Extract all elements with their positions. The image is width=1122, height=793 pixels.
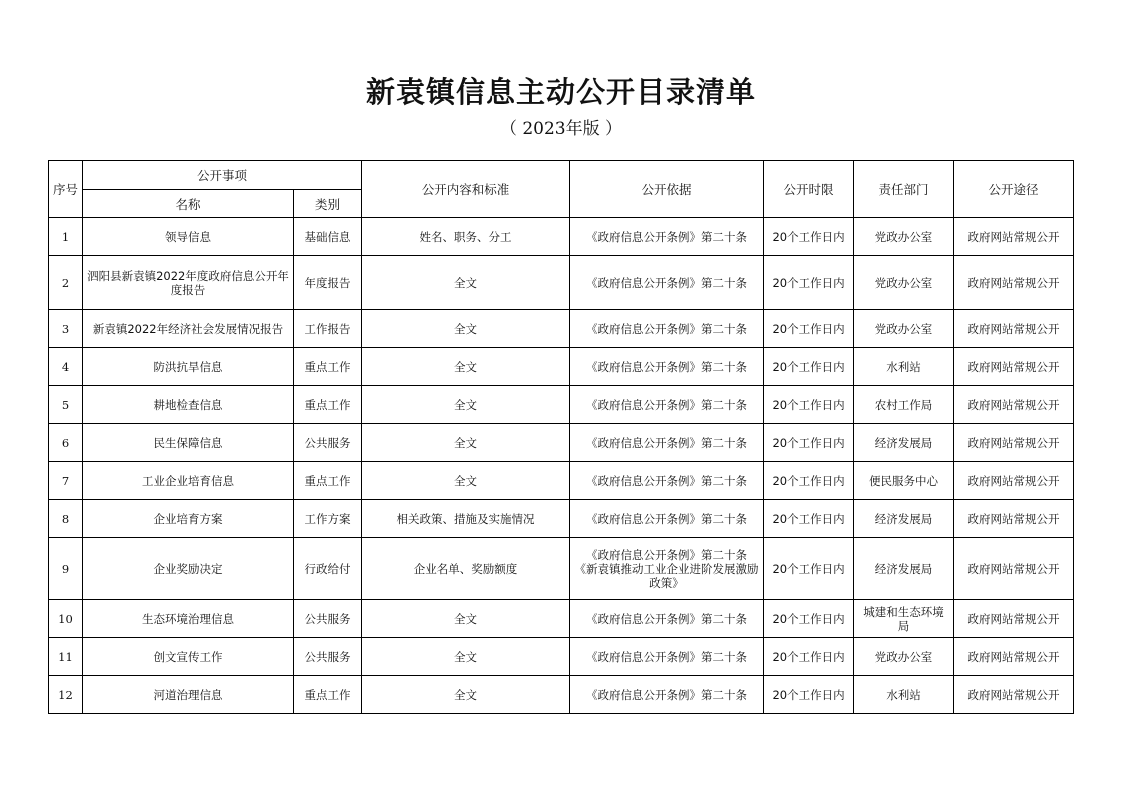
cell-name: 创文宣传工作 bbox=[83, 638, 294, 676]
cell-basis: 《政府信息公开条例》第二十条 bbox=[570, 500, 764, 538]
disclosure-table bbox=[48, 160, 1074, 714]
cell-category: 年度报告 bbox=[294, 256, 362, 310]
cell-category: 工作报告 bbox=[294, 310, 362, 348]
header-department: 责任部门 bbox=[854, 161, 954, 218]
cell-basis: 《政府信息公开条例》第二十条 bbox=[570, 218, 764, 256]
cell-seq: 9 bbox=[49, 538, 83, 600]
cell-name: 耕地检查信息 bbox=[83, 386, 294, 424]
cell-basis: 《政府信息公开条例》第二十条 bbox=[570, 462, 764, 500]
cell-seq: 3 bbox=[49, 310, 83, 348]
cell-time-limit: 20个工作日内 bbox=[764, 424, 854, 462]
cell-time-limit: 20个工作日内 bbox=[764, 462, 854, 500]
cell-basis: 《政府信息公开条例》第二十条 bbox=[570, 676, 764, 714]
cell-content: 相关政策、措施及实施情况 bbox=[362, 500, 570, 538]
table-row bbox=[49, 218, 1074, 256]
cell-time-limit: 20个工作日内 bbox=[764, 600, 854, 638]
cell-name: 泗阳县新袁镇2022年度政府信息公开年度报告 bbox=[83, 256, 294, 310]
cell-name: 河道治理信息 bbox=[83, 676, 294, 714]
cell-time-limit: 20个工作日内 bbox=[764, 348, 854, 386]
header-matter: 公开事项 bbox=[83, 161, 362, 190]
cell-time-limit: 20个工作日内 bbox=[764, 218, 854, 256]
cell-basis: 《政府信息公开条例》第二十条 bbox=[570, 424, 764, 462]
cell-seq: 10 bbox=[49, 600, 83, 638]
cell-seq: 2 bbox=[49, 256, 83, 310]
cell-name: 领导信息 bbox=[83, 218, 294, 256]
cell-channel: 政府网站常规公开 bbox=[954, 538, 1074, 600]
cell-department: 党政办公室 bbox=[854, 310, 954, 348]
cell-channel: 政府网站常规公开 bbox=[954, 600, 1074, 638]
cell-name: 新袁镇2022年经济社会发展情况报告 bbox=[83, 310, 294, 348]
cell-seq: 8 bbox=[49, 500, 83, 538]
cell-category: 重点工作 bbox=[294, 386, 362, 424]
table-row bbox=[49, 256, 1074, 310]
cell-seq: 5 bbox=[49, 386, 83, 424]
cell-department: 党政办公室 bbox=[854, 218, 954, 256]
header-content: 公开内容和标准 bbox=[362, 161, 570, 218]
cell-seq: 12 bbox=[49, 676, 83, 714]
cell-channel: 政府网站常规公开 bbox=[954, 638, 1074, 676]
table-row bbox=[49, 462, 1074, 500]
header-name: 名称 bbox=[83, 190, 294, 218]
cell-content: 全文 bbox=[362, 310, 570, 348]
cell-category: 公共服务 bbox=[294, 638, 362, 676]
header-time-limit: 公开时限 bbox=[764, 161, 854, 218]
cell-basis: 《政府信息公开条例》第二十条 bbox=[570, 348, 764, 386]
cell-channel: 政府网站常规公开 bbox=[954, 676, 1074, 714]
cell-basis: 《政府信息公开条例》第二十条 bbox=[570, 600, 764, 638]
cell-department: 党政办公室 bbox=[854, 638, 954, 676]
cell-time-limit: 20个工作日内 bbox=[764, 500, 854, 538]
table-row bbox=[49, 424, 1074, 462]
cell-seq: 11 bbox=[49, 638, 83, 676]
cell-department: 经济发展局 bbox=[854, 500, 954, 538]
cell-seq: 7 bbox=[49, 462, 83, 500]
cell-basis: 《政府信息公开条例》第二十条 bbox=[570, 638, 764, 676]
cell-time-limit: 20个工作日内 bbox=[764, 538, 854, 600]
cell-name: 工业企业培育信息 bbox=[83, 462, 294, 500]
cell-channel: 政府网站常规公开 bbox=[954, 386, 1074, 424]
header-basis: 公开依据 bbox=[570, 161, 764, 218]
cell-department: 便民服务中心 bbox=[854, 462, 954, 500]
cell-seq: 4 bbox=[49, 348, 83, 386]
cell-department: 水利站 bbox=[854, 676, 954, 714]
cell-department: 农村工作局 bbox=[854, 386, 954, 424]
cell-name: 企业培育方案 bbox=[83, 500, 294, 538]
cell-name: 生态环境治理信息 bbox=[83, 600, 294, 638]
cell-category: 基础信息 bbox=[294, 218, 362, 256]
table-row bbox=[49, 500, 1074, 538]
cell-channel: 政府网站常规公开 bbox=[954, 424, 1074, 462]
cell-category: 重点工作 bbox=[294, 462, 362, 500]
cell-basis: 《政府信息公开条例》第二十条 bbox=[570, 386, 764, 424]
cell-channel: 政府网站常规公开 bbox=[954, 462, 1074, 500]
cell-department: 水利站 bbox=[854, 348, 954, 386]
cell-channel: 政府网站常规公开 bbox=[954, 218, 1074, 256]
cell-department: 城建和生态环境局 bbox=[854, 600, 954, 638]
table-row bbox=[49, 638, 1074, 676]
cell-category: 公共服务 bbox=[294, 424, 362, 462]
page-subtitle: （ 2023年版 ） bbox=[499, 119, 623, 139]
table-header bbox=[49, 161, 1074, 218]
cell-channel: 政府网站常规公开 bbox=[954, 348, 1074, 386]
header-category: 类别 bbox=[294, 190, 362, 218]
header-seq: 序号 bbox=[49, 161, 83, 218]
cell-time-limit: 20个工作日内 bbox=[764, 676, 854, 714]
table-row bbox=[49, 538, 1074, 600]
cell-content: 企业名单、奖励额度 bbox=[362, 538, 570, 600]
cell-basis: 《政府信息公开条例》第二十条 bbox=[570, 310, 764, 348]
cell-content: 全文 bbox=[362, 348, 570, 386]
cell-category: 公共服务 bbox=[294, 600, 362, 638]
cell-category: 行政给付 bbox=[294, 538, 362, 600]
cell-content: 全文 bbox=[362, 676, 570, 714]
cell-content: 全文 bbox=[362, 638, 570, 676]
table-row bbox=[49, 386, 1074, 424]
cell-channel: 政府网站常规公开 bbox=[954, 310, 1074, 348]
page-title: 新袁镇信息主动公开目录清单 bbox=[365, 75, 756, 109]
table-row bbox=[49, 310, 1074, 348]
cell-category: 工作方案 bbox=[294, 500, 362, 538]
cell-channel: 政府网站常规公开 bbox=[954, 500, 1074, 538]
table-row bbox=[49, 676, 1074, 714]
cell-name: 防洪抗旱信息 bbox=[83, 348, 294, 386]
table-row bbox=[49, 348, 1074, 386]
cell-category: 重点工作 bbox=[294, 676, 362, 714]
header-channel: 公开途径 bbox=[954, 161, 1074, 218]
cell-basis: 《政府信息公开条例》第二十条 《新袁镇推动工业企业进阶发展激励政策》 bbox=[570, 538, 764, 600]
cell-department: 党政办公室 bbox=[854, 256, 954, 310]
table-body bbox=[49, 218, 1074, 714]
cell-time-limit: 20个工作日内 bbox=[764, 256, 854, 310]
cell-department: 经济发展局 bbox=[854, 538, 954, 600]
cell-content: 全文 bbox=[362, 386, 570, 424]
cell-content: 全文 bbox=[362, 600, 570, 638]
cell-name: 民生保障信息 bbox=[83, 424, 294, 462]
cell-seq: 1 bbox=[49, 218, 83, 256]
cell-time-limit: 20个工作日内 bbox=[764, 310, 854, 348]
cell-basis: 《政府信息公开条例》第二十条 bbox=[570, 256, 764, 310]
cell-time-limit: 20个工作日内 bbox=[764, 386, 854, 424]
cell-content: 姓名、职务、分工 bbox=[362, 218, 570, 256]
table-row bbox=[49, 600, 1074, 638]
cell-content: 全文 bbox=[362, 424, 570, 462]
cell-seq: 6 bbox=[49, 424, 83, 462]
cell-channel: 政府网站常规公开 bbox=[954, 256, 1074, 310]
cell-category: 重点工作 bbox=[294, 348, 362, 386]
cell-content: 全文 bbox=[362, 462, 570, 500]
cell-department: 经济发展局 bbox=[854, 424, 954, 462]
cell-content: 全文 bbox=[362, 256, 570, 310]
cell-time-limit: 20个工作日内 bbox=[764, 638, 854, 676]
cell-name: 企业奖励决定 bbox=[83, 538, 294, 600]
